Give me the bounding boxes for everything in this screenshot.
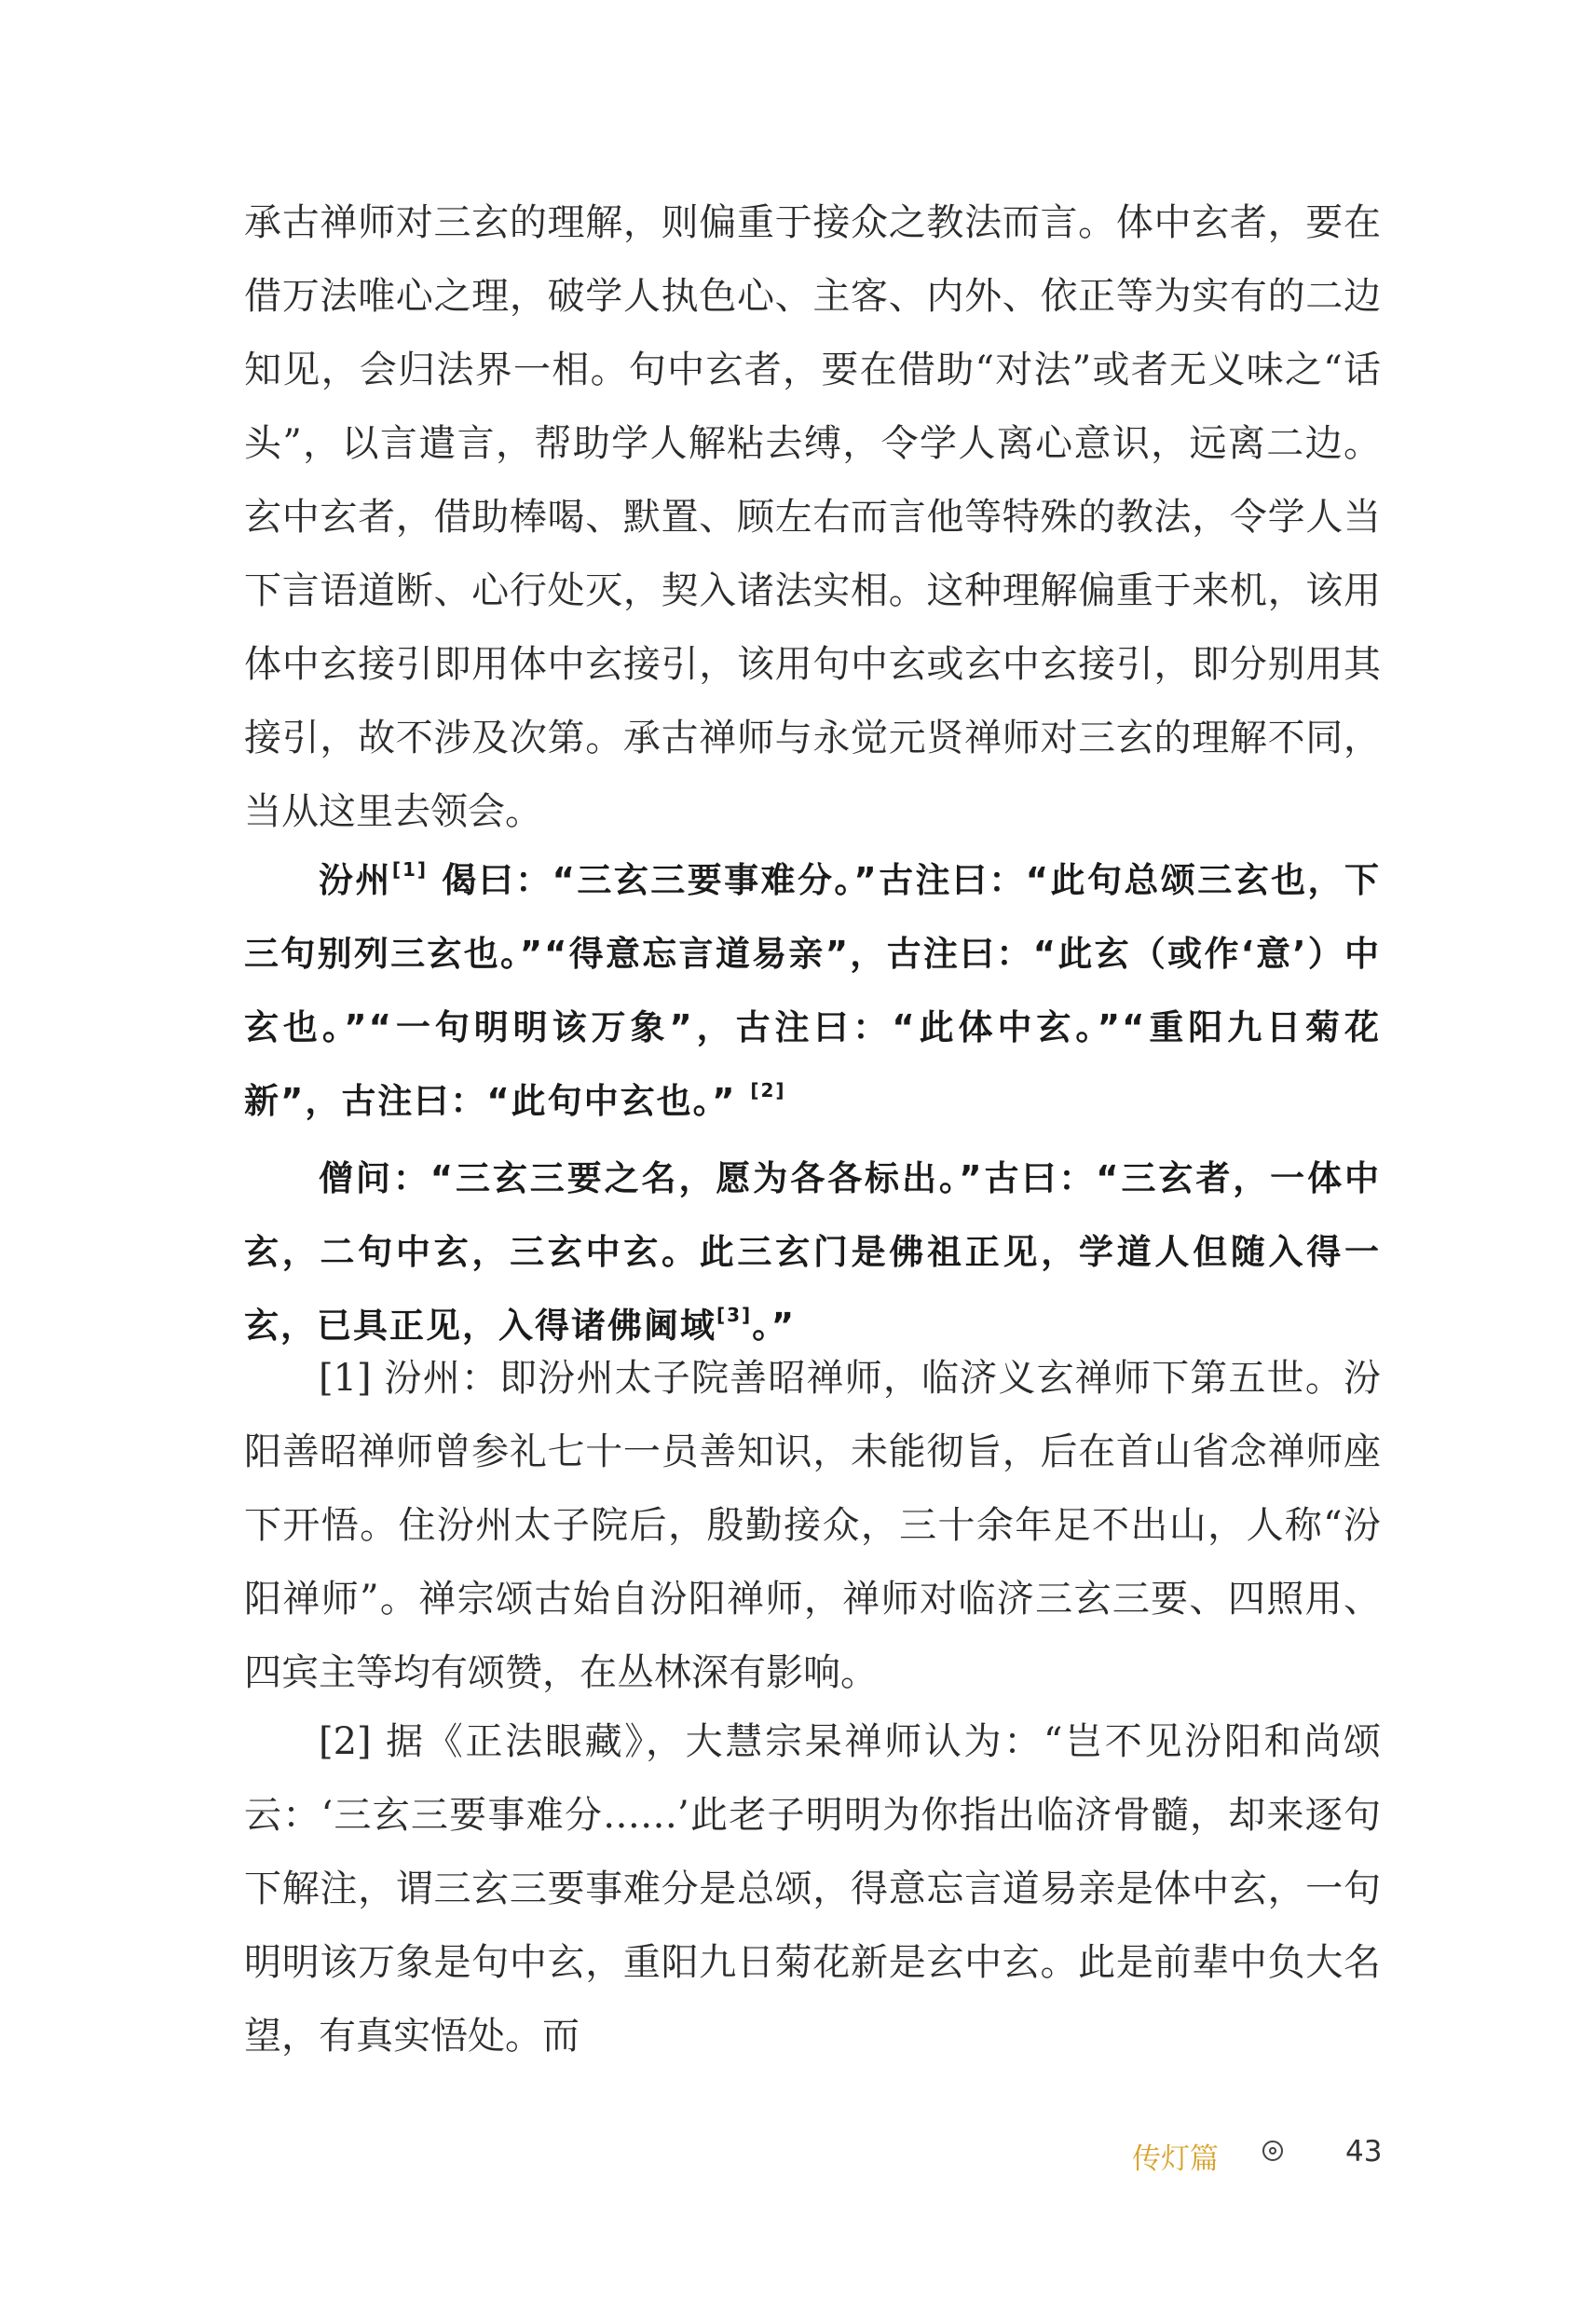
footnote-ref-3: [3] <box>716 1303 753 1326</box>
footnote-ref-2: [2] <box>750 1078 786 1101</box>
page-number: 43 <box>1345 2135 1383 2168</box>
quote1-text-b: 偈曰：“三玄三要事难分。”古注曰：“此句总颂三玄也，下三句别列三玄也。”“得意忘言道易亲”，古注曰：“此玄（或作‘意’）中玄也。”“一句明明该万象”，古注曰：“此体中玄。”“重阳九日菊花新”，古注曰：“此句中玄也。” <box>244 860 1381 1121</box>
chapter-title: 传灯篇 <box>1132 2142 1219 2176</box>
intro-paragraph: 承古禅师对三玄的理解，则偏重于接众之教法而言。体中玄者，要在借万法唯心之理，破学人执色心、主客、内外、依正等为实有的二边知见，会归法界一相。句中玄者，要在借助“对法”或者无义味之“话头”，以言遣言，帮助学人解粘去缚，令学人离心意识，远离二边。玄中玄者，借助棒喝、默置、顾左右而言他等特殊的教法，令学人当下言语道断、心行处灭，契入诸法实相。这种理解偏重于来机，该用体中玄接引即用体中玄接引，该用句中玄或玄中玄接引，即分别用其接引，故不涉及次第。承古禅师与永觉元贤禅师对三玄的理解不同，当从这里去领会。 <box>244 201 1381 833</box>
footnote-ref-1: [1] <box>391 857 429 881</box>
footnote-1: [1] 汾州：即汾州太子院善昭禅师，临济义玄禅师下第五世。汾阳善昭禅师曾参礼七十一员善知识，未能彻旨，后在首山省念禅师座下开悟。住汾州太子院后，殷勤接众，三十余年足不出山，人称“汾阳禅师”。禅宗颂古始自汾阳禅师，禅师对临济三玄三要、四照用、四宾主等均有颂赞，在丛林深有影响。 <box>244 1357 1381 1694</box>
footnote-2: [2] 据《正法眼藏》，大慧宗杲禅师认为：“岂不见汾阳和尚颂云：‘三玄三要事难分……’此老子明明为你指出临济骨髓，却来逐句下解注，谓三玄三要事难分是总颂，得意忘言道易亲是体中玄，一句明明该万象是句中玄，重阳九日菊花新是玄中玄。此是前辈中负大名望，有真实悟处。而 <box>244 1720 1381 2058</box>
quote-paragraph-1 <box>244 843 1381 1138</box>
quote-paragraph-2 <box>244 1142 1381 1362</box>
quote2-text-b: 。” <box>752 1306 797 1346</box>
quote1-text-a: 汾州 <box>319 860 392 900</box>
double-circle-icon <box>1262 2141 1283 2161</box>
page-footer <box>1118 2127 1388 2183</box>
quote2-text-a: 僧问：“三玄三要之名，愿为各各标出。”古曰：“三玄者，一体中玄，二句中玄，三玄中玄。此三玄门是佛祖正见，学道人但随入得一玄，已具正见，入得诸佛阃域 <box>244 1158 1381 1346</box>
